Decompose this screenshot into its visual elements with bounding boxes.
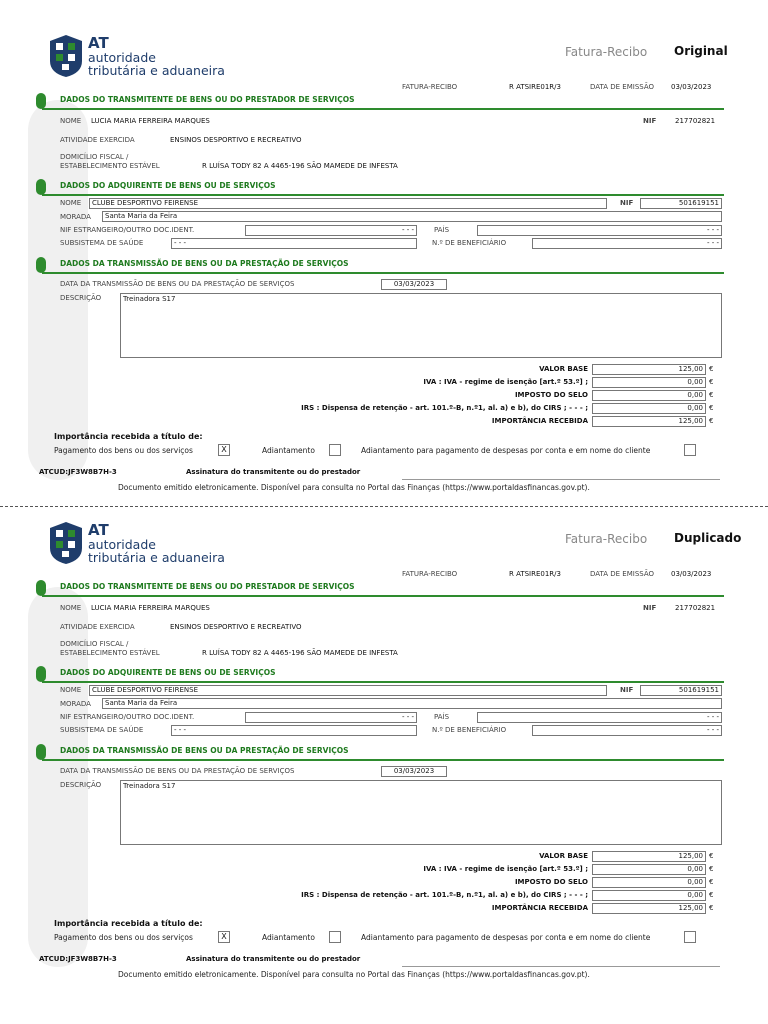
issue-date-label: DATA DE EMISSÃO	[590, 570, 655, 578]
beneficiary-label: N.º DE BENEFICIÁRIO	[432, 726, 507, 734]
base-value: 125,00	[592, 364, 706, 375]
atcud: ATCUD:JF3W8B7H-3	[39, 468, 117, 476]
acquirer-name-label: NOME	[60, 199, 82, 207]
iva-value: 0,00	[592, 377, 706, 388]
signature-label: Assinatura do transmitente ou do prestador	[186, 468, 361, 476]
acquirer-nif-field: 501619151	[640, 685, 722, 696]
activity-label: ATIVIDADE EXERCIDA	[60, 623, 135, 631]
currency-symbol: €	[709, 865, 714, 873]
currency-symbol: €	[709, 417, 714, 425]
base-value: 125,00	[592, 851, 706, 862]
beneficiary-label: N.º DE BENEFICIÁRIO	[432, 239, 507, 247]
acquirer-name-label: NOME	[60, 686, 82, 694]
doc-number: R ATSIRE01R/3	[509, 570, 561, 578]
iva-value: 0,00	[592, 864, 706, 875]
payment-option-goods: Pagamento dos bens ou dos serviços	[54, 446, 193, 455]
currency-symbol: €	[709, 404, 714, 412]
electronic-note: Documento emitido eletronicamente. Disponível para consulta no Portal das Finanças (https://www.portaldasfinancas.gov.pt).	[118, 970, 590, 979]
electronic-note: Documento emitido eletronicamente. Disponível para consulta no Portal das Finanças (https://www.portaldasfinancas.gov.pt).	[118, 483, 590, 492]
activity: ENSINOS DESPORTIVO E RECREATIVO	[170, 136, 302, 144]
currency-symbol: €	[709, 852, 714, 860]
health-field: - - -	[171, 725, 417, 736]
acquirer-nif-field: 501619151	[640, 198, 722, 209]
issue-date-label: DATA DE EMISSÃO	[590, 83, 655, 91]
transmitter-name: LUCIA MARIA FERREIRA MARQUES	[91, 604, 210, 612]
base-label: VALOR BASE	[539, 365, 588, 373]
acquirer-address-field: Santa Maria da Feira	[102, 698, 722, 709]
transmitter-address: R LUÍSA TODY 82 A 4465-196 SÃO MAMEDE DE INFESTA	[202, 162, 398, 170]
irs-value: 0,00	[592, 403, 706, 414]
currency-symbol: €	[709, 391, 714, 399]
section-acquirer: DADOS DO ADQUIRENTE DE BENS OU DE SERVIÇOS	[36, 666, 724, 682]
acquirer-address-label: MORADA	[60, 700, 91, 708]
payment-goods-checkbox[interactable]: X	[218, 931, 230, 943]
section-transmission: DADOS DA TRANSMISSÃO DE BENS OU DA PRESTAÇÃO DE SERVIÇOS	[36, 257, 724, 273]
doc-number: R ATSIRE01R/3	[509, 83, 561, 91]
stamp-value: 0,00	[592, 390, 706, 401]
logo-text: AT autoridade tributária e aduaneira	[88, 521, 225, 565]
doc-type-label: FATURA-RECIBO	[402, 83, 458, 91]
payment-title: Importância recebida a título de:	[54, 432, 203, 441]
logo-text: AT autoridade tributária e aduaneira	[88, 34, 225, 78]
health-label: SUBSISTEMA DE SAÚDE	[60, 726, 144, 734]
iva-label: IVA : IVA - regime de isenção [art.º 53.º] ;	[423, 865, 588, 873]
currency-symbol: €	[709, 365, 714, 373]
payment-option-expenses: Adiantamento para pagamento de despesas por conta e em nome do cliente	[361, 446, 651, 455]
received-value: 125,00	[592, 416, 706, 427]
stamp-label: IMPOSTO DO SELO	[514, 391, 588, 399]
address-label-1: DOMICÍLIO FISCAL /	[60, 640, 129, 648]
beneficiary-field: - - -	[532, 725, 722, 736]
description-label: DESCRIÇÃO	[60, 294, 102, 302]
section-transmitter: DADOS DO TRANSMITENTE DE BENS OU DO PRESTADOR DE SERVIÇOS	[36, 580, 724, 596]
signature-line	[402, 966, 720, 967]
irs-label: IRS : Dispensa de retenção - art. 101.º-B, n.º1, al. a) e b), do CIRS ; - - - ;	[301, 891, 588, 899]
transmitter-nif-label: NIF	[643, 604, 657, 612]
currency-symbol: €	[709, 891, 714, 899]
invoice-copy	[0, 517, 768, 1004]
section-transmission: DADOS DA TRANSMISSÃO DE BENS OU DA PRESTAÇÃO DE SERVIÇOS	[36, 744, 724, 760]
payment-option-expenses: Adiantamento para pagamento de despesas por conta e em nome do cliente	[361, 933, 651, 942]
transmitter-name-label: NOME	[60, 117, 82, 125]
irs-value: 0,00	[592, 890, 706, 901]
copy-label: Original	[674, 44, 728, 58]
signature-line	[402, 479, 720, 480]
currency-symbol: €	[709, 904, 714, 912]
payment-advance-checkbox[interactable]	[329, 444, 341, 456]
transmitter-nif-label: NIF	[643, 117, 657, 125]
payment-option-advance: Adiantamento	[262, 446, 315, 455]
transmission-date-field: 03/03/2023	[381, 279, 447, 290]
country-field: - - -	[477, 712, 722, 723]
iva-label: IVA : IVA - regime de isenção [art.º 53.º] ;	[423, 378, 588, 386]
acquirer-address-label: MORADA	[60, 213, 91, 221]
payment-expenses-checkbox[interactable]	[684, 931, 696, 943]
transmitter-nif: 217702821	[675, 604, 716, 612]
stamp-label: IMPOSTO DO SELO	[514, 878, 588, 886]
payment-option-advance: Adiantamento	[262, 933, 315, 942]
received-value: 125,00	[592, 903, 706, 914]
acquirer-nif-label: NIF	[620, 686, 634, 694]
payment-title: Importância recebida a título de:	[54, 919, 203, 928]
at-logo-icon	[48, 522, 84, 564]
payment-option-goods: Pagamento dos bens ou dos serviços	[54, 933, 193, 942]
country-label: PAÍS	[434, 226, 450, 234]
received-label: IMPORTÂNCIA RECEBIDA	[491, 904, 588, 912]
transmitter-name-label: NOME	[60, 604, 82, 612]
signature-label: Assinatura do transmitente ou do prestador	[186, 955, 361, 963]
foreign-nif-label: NIF ESTRANGEIRO/OUTRO DOC.IDENT.	[60, 713, 195, 721]
acquirer-name-field: CLUBE DESPORTIVO FEIRENSE	[89, 198, 607, 209]
address-label-2: ESTABELECIMENTO ESTÁVEL	[60, 162, 160, 170]
activity: ENSINOS DESPORTIVO E RECREATIVO	[170, 623, 302, 631]
payment-goods-checkbox[interactable]: X	[218, 444, 230, 456]
transmission-date-label: DATA DA TRANSMISSÃO DE BENS OU DA PRESTAÇÃO DE SERVIÇOS	[60, 280, 295, 288]
transmission-date-label: DATA DA TRANSMISSÃO DE BENS OU DA PRESTAÇÃO DE SERVIÇOS	[60, 767, 295, 775]
copy-label: Duplicado	[674, 531, 742, 545]
section-transmitter: DADOS DO TRANSMITENTE DE BENS OU DO PRESTADOR DE SERVIÇOS	[36, 93, 724, 109]
transmitter-address: R LUÍSA TODY 82 A 4465-196 SÃO MAMEDE DE INFESTA	[202, 649, 398, 657]
section-acquirer: DADOS DO ADQUIRENTE DE BENS OU DE SERVIÇOS	[36, 179, 724, 195]
beneficiary-field: - - -	[532, 238, 722, 249]
document-type: Fatura-Recibo	[565, 532, 648, 546]
issue-date: 03/03/2023	[671, 570, 712, 578]
activity-label: ATIVIDADE EXERCIDA	[60, 136, 135, 144]
address-label-2: ESTABELECIMENTO ESTÁVEL	[60, 649, 160, 657]
atcud: ATCUD:JF3W8B7H-3	[39, 955, 117, 963]
health-label: SUBSISTEMA DE SAÚDE	[60, 239, 144, 247]
invoice-copy	[0, 30, 768, 517]
foreign-nif-label: NIF ESTRANGEIRO/OUTRO DOC.IDENT.	[60, 226, 195, 234]
issue-date: 03/03/2023	[671, 83, 712, 91]
payment-advance-checkbox[interactable]	[329, 931, 341, 943]
base-label: VALOR BASE	[539, 852, 588, 860]
received-label: IMPORTÂNCIA RECEBIDA	[491, 417, 588, 425]
description-field: Treinadora S17	[120, 780, 722, 845]
country-label: PAÍS	[434, 713, 450, 721]
acquirer-name-field: CLUBE DESPORTIVO FEIRENSE	[89, 685, 607, 696]
transmitter-name: LUCIA MARIA FERREIRA MARQUES	[91, 117, 210, 125]
doc-type-label: FATURA-RECIBO	[402, 570, 458, 578]
health-field: - - -	[171, 238, 417, 249]
acquirer-address-field: Santa Maria da Feira	[102, 211, 722, 222]
currency-symbol: €	[709, 378, 714, 386]
foreign-nif-field: - - -	[245, 712, 417, 723]
currency-symbol: €	[709, 878, 714, 886]
description-label: DESCRIÇÃO	[60, 781, 102, 789]
irs-label: IRS : Dispensa de retenção - art. 101.º-B, n.º1, al. a) e b), do CIRS ; - - - ;	[301, 404, 588, 412]
payment-expenses-checkbox[interactable]	[684, 444, 696, 456]
at-logo-icon	[48, 35, 84, 77]
stamp-value: 0,00	[592, 877, 706, 888]
document-type: Fatura-Recibo	[565, 45, 648, 59]
acquirer-nif-label: NIF	[620, 199, 634, 207]
foreign-nif-field: - - -	[245, 225, 417, 236]
transmission-date-field: 03/03/2023	[381, 766, 447, 777]
address-label-1: DOMICÍLIO FISCAL /	[60, 153, 129, 161]
transmitter-nif: 217702821	[675, 117, 716, 125]
description-field: Treinadora S17	[120, 293, 722, 358]
country-field: - - -	[477, 225, 722, 236]
